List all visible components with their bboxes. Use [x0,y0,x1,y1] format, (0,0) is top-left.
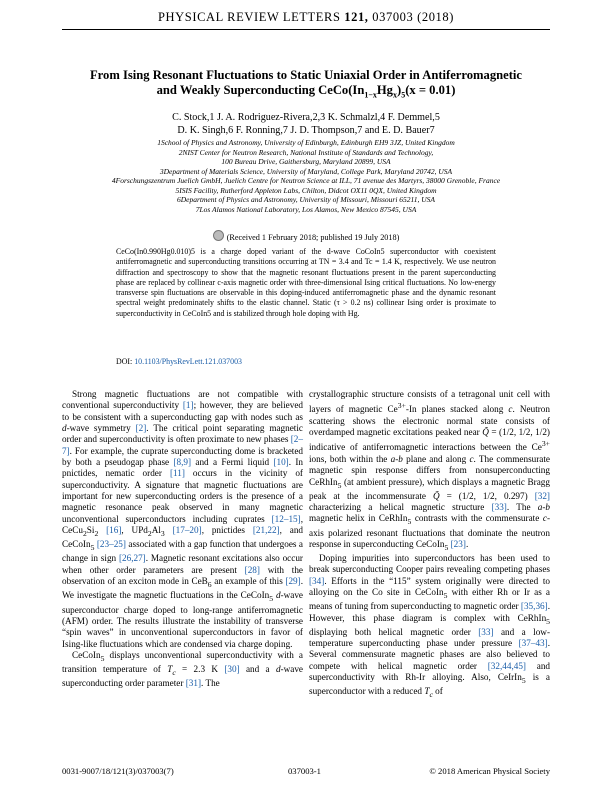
affiliation-5: 5ISIS Facility, Rutherford Appleton Labs, Chilton, Didcot OX11 0QX, United Kingdom [175,185,437,195]
header-rule [62,29,550,30]
body-column-right: crystallographic structure consists of a tetragonal unit cell with layers of magnetic $Ce^{3+}-In$ planes stacked along c. Neutron scattering shows the electronic normal state consists of overdamped magnetic excitations peaked near Q̃ = (1/2, 1/2, 1/2) indicative of antiferromagnetic interactions between the $Ce^{3+}$ ions, both within the a-b plane and along c. The commensurate magnetic spin response differs from nonsuperconducting CeRhIn$_5$ (at ambient pressure), which displays a magnetic Bragg peak at the incommensurate Q̃ = (1/2, 1/2, 0.297) [32] characterizing a helical magnetic structure [33]. The a-b magnetic helix in CeRhIn$_5$ contrasts with the commensurate c-axis polarized resonant fluctuations that dominate the neutron response in superconducting CeCoIn$_5$ [23]. Doping impurities into superconductors has been used to break superconducting Cooper pairs revealing competing phases [34]. Efforts in the “115” system originally were directed to alloying on the Co site in CeCoIn$_5$ with either Rh or Ir as a means of tuning from superconducting to magnetic order [35,36]. However, this phase diagram is complex with CeRhIn$_5$ displaying both helical magnetic order [33] and a low-temperature superconducting phase under pressure [37–43]. Several commensurate magnetic phases are also believed to compete with helical magnetic order [32,44,45] and superconductivity with Rh-Ir alloying. Also, CeIrIn$_5$ is a superconductor with a reduced $T_c$ of [309,389,551,700]
abstract: CeCo(In0.990Hg0.010)5 is a charge doped variant of the d-wave CoCoIn5 superconductor with coexistent antiferromagnetic and superconducting transitions occurring at TN = 3.4 and Tc = 1.4 K, respectively. We use neutron diffraction and spectroscopy to show that the magnetic resonant fluctuations present in the parent superconducting phase are replaced by collinear c-axis magnetic order with three-dimensional Ising critical fluctuations. No low-energy transverse spin fluctuations are observable in this doping-induced antiferromagnetic phase and the dynamic resonant spectral weight predominately shifts to the elastic channel. Static (τ > 0.2 ns) collinear Ising order is proximate to superconductivity in CeCoIn5 and is stabilized through hole doping with Hg. [116,247,496,318]
running-header [0,10,612,25]
author-line-2: D. K. Singh,6 F. Ronning,7 J. D. Thompson,7 and E. D. Bauer7 [177,125,435,136]
affiliation-3: 3Department of Materials Science, University of Maryland, College Park, Maryland 20742, USA [159,166,453,176]
body-column-left: Strong magnetic fluctuations are not compatible with conventional superconductivity [1]; however, they are believed to be consistent with a superconducting gap with nodes such as d-wave symmetry [2]. The critical point separating magnetic order and superconductivity is often proximate to new phases [2–7]. For example, the cuprate superconducting dome is bracketed by both a pseudogap phase [8,9] and a Fermi liquid [10]. In pnictides, nematic order [11] occurs in the vicinity of superconductivity. A signature that magnetic fluctuations are important for new superconducting orders is the presence of a magnetic resonance peak observed in many magnetic unconventional superconductors including cuprates [12–15], $CeCu_2Si_2$ [16], $UPd_2Al_3$ [17–20], pnictides [21,22], and CeCoIn$_5$ [23–25] associated with a gap function that undergoes a change in sign [26,27]. Magnetic resonant excitations also occur when other order parameters are present [28] with the observation of an exciton mode in CeB$_6$ an example of this [29]. We investigate the magnetic fluctuations in the CeCoIn$_5$ d-wave superconductor charge doped to long-range antiferromagnetic (AFM) order. The results illustrate the instability of transverse “spin waves” in unconventional superconductors in favor of Ising-like fluctuations which are condensed via charge doping. CeCoIn$_5$ displays unconventional superconductivity with a transition temperature of $T_c = 2.3$ K [30] and a d-wave superconducting order parameter [31]. The [62,389,304,689]
journal-name: PHYSICAL REVIEW LETTERS [157,10,341,24]
received-dates: (Received 1 February 2018; published 19 July 2018) [62,230,550,242]
crossmark-icon[interactable] [213,230,224,241]
doi-link[interactable]: 10.1103/PhysRevLett.121.037003 [134,357,242,366]
affiliation-1: 1School of Physics and Astronomy, University of Edinburgh, Edinburgh EH9 3JZ, United Kingdom [157,138,455,147]
title-line-1: From Ising Resonant Fluctuations to Static Uniaxial Order in Antiferromagnetic [89,68,523,82]
page-number: 037003-1 [288,766,321,776]
author-list [62,111,550,137]
journal-volume: 121, [344,10,369,24]
title-line-2: and Weakly Superconducting $CeCo(In_{1-x}Hg_x)_5(x = 0.01)$ [156,83,456,100]
affiliation-2b: 100 Bureau Drive, Gaithersburg, Maryland 20899, USA [221,157,391,166]
affiliations [40,138,572,214]
affiliation-6: 6Department of Physics and Astronomy, University of Missouri, Missouri 65211, USA [177,195,435,204]
affiliation-2: 2NIST Center for Neutron Research, National Institute of Standards and Technology, [178,147,434,157]
affiliation-4: 4Forschungszentrum Juelich GmbH, Juelich Centre for Neutron Science at ILL, 71 avenue des Martyrs, 38000 Grenoble, France [111,176,501,185]
footer-issn: 0031-9007/18/121(3)/037003(7) [62,766,174,776]
copyright: © 2018 American Physical Society [429,766,550,776]
author-line-1: C. Stock,1 J. A. Rodriguez-Rivera,2,3 K. Schmalzl,4 F. Demmel,5 [172,112,440,123]
article-number: 037003 (2018) [372,10,455,24]
paper-title [62,68,550,103]
affiliation-7: 7Los Alamos National Laboratory, Los Alamos, New Mexico 87545, USA [195,204,417,214]
doi-line: DOI: 10.1103/PhysRevLett.121.037003 [116,357,242,366]
